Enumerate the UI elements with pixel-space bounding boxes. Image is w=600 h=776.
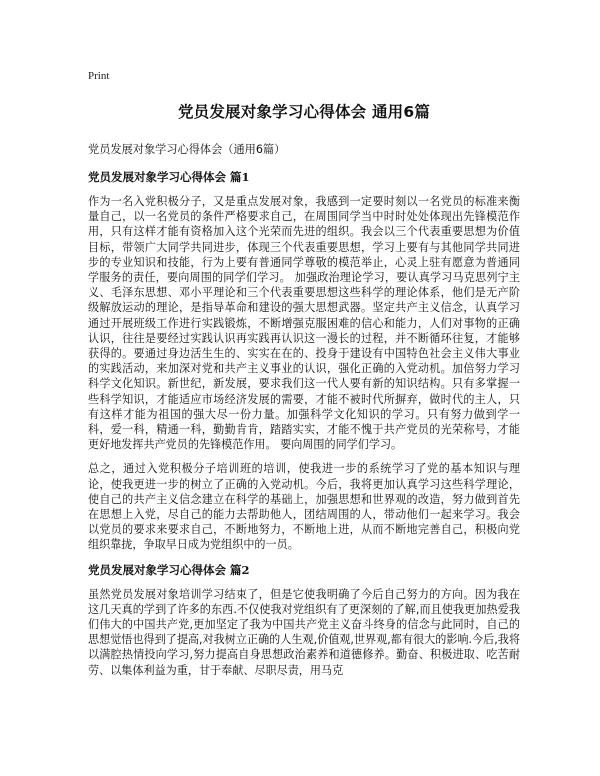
paragraph: 总之，通过入党积极分子培训班的培训，使我进一步的系统学习了党的基本知识与理论，使我更进一步的树立了正确的入党动机。今后，我将更加认真学习这些科学理论，使自己的共产主义信念建立在科学的基础上，加强思想和世界观的改造，努力做到首先在思想上入党，尽自己的能力去帮助他人，团结周围的人，带动他们一起来学习。我会以党员的要求来要求自己，不断地努力，不断地上进，从而不断地完善自己，积极向党组织靠拢，争取早日成为党组织中的一员。 [88,462,520,552]
section-heading-2: 党员发展对象学习心得体会 篇2 [88,562,250,577]
print-link[interactable]: Print [88,70,110,82]
paragraph: 作为一名入党积极分子，又是重点发展对象，我感到一定要时刻以一名党员的标准来衡量自己，以一名党员的条件严格要求自己，在周围同学当中时时处处体现出先锋模范作用，只有这样才能有资格加入这个光荣而先进的组织。我会以三个代表重要思想为价值目标，带领广大同学共同进步，体现三个代表重要思想，学习上要有与其他同学共同进步的专业知识和技能，行为上要有普通同学尊敬的模范举止，心灵上驻有愿意为普通同学服务的责任，要向周围的同学们学习。 加强政治理论学习，要认真学习马克思列宁主义、毛泽东思想、邓小平理论和三个代表重要思想这些科学的理论体系，他们是无产阶级解放运动的理论，是指导革命和建设的强大思想武器。坚定共产主义信念，认真学习通过开展班级工作进行实践锻炼，不断增强克服困难的信心和能力，人们对事物的正确认识，往往是要经过实践认识再实践再认识这一漫长的过程，并不断循环往复，才能够获得的。要通过身边活生生的、实实在在的、投身于建设有中国特色社会主义伟大事业的实践活动，来加深对党和共产主义事业的认识，强化正确的入党动机。加倍努力学习科学文化知识。新世纪，新发展，要求我们这一代人要有新的知识结构。只有多掌握一些科学知识，才能适应市场经济发展的需要，才能不被时代所摒弃，做时代的主人，只有这样才能为祖国的强大尽一份力量。加强科学文化知识的学习。只有努力做到学一科，爱一科，精通一科，勤勤肯肯，踏踏实实，才能不愧于共产党员的光荣称号，才能更好地发挥共产党员的先锋模范作用。 要向周围的同学们学习。 [88,195,520,452]
section-heading-1: 党员发展对象学习心得体会 篇1 [88,170,250,184]
document-title: 党员发展对象学习心得体会 通用6篇 [177,103,431,121]
paragraph: 虽然党员发展对象培训学习结束了，但是它使我明确了今后自己努力的方向。因为我在这几天真的学到了许多的东西.不仅使我对党组织有了更深刻的了解,而且使我更加热爱我们伟大的中国共产党,更加坚定了我为中国共产党主义奋斗终身的信念与此同时，自己的思想觉悟也得到了提高,对我树立正确的人生观,价值观,世界观,都有很大的影响.今后,我将以满腔热情投向学习,努力提高自身思想政治素养和道德修养。勤奋、积极进取、吃苦耐劳、以集体利益为重，甘于奉献、尽职尽责，用马克 [88,587,520,677]
document-subtitle: 党员发展对象学习心得体会（通用6篇） [88,143,286,156]
